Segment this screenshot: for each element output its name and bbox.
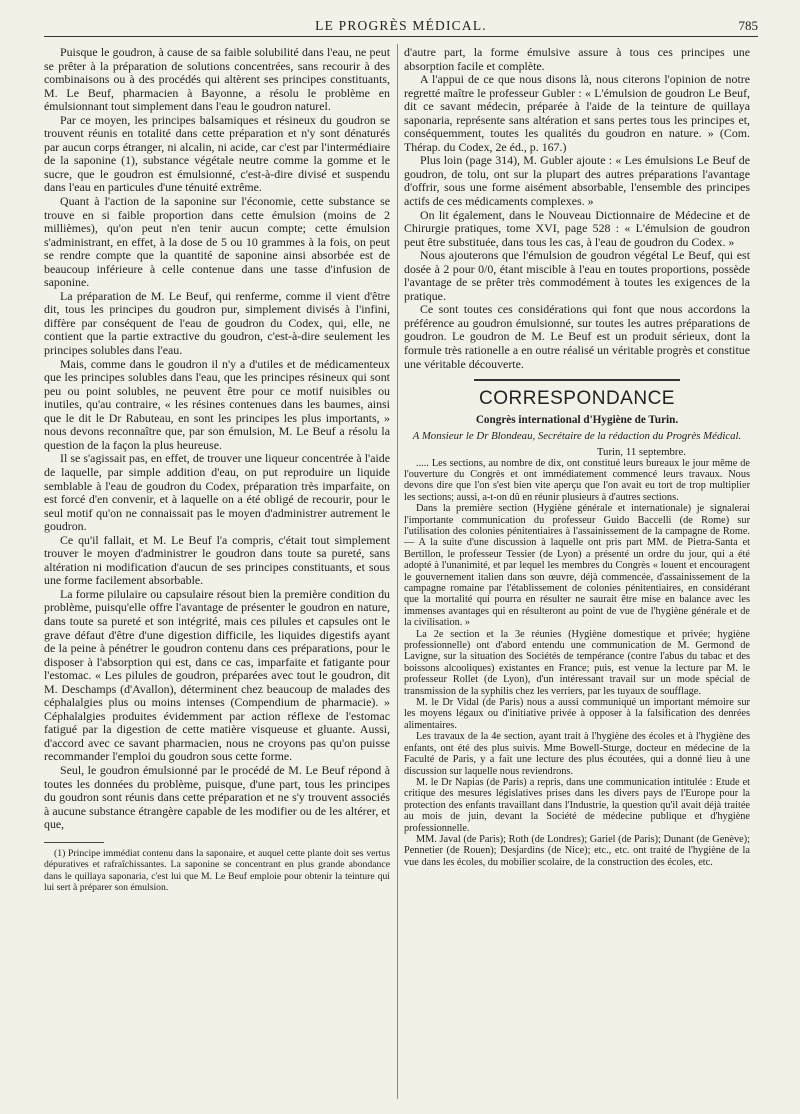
paragraph: Puisque le goudron, à cause de sa faible solubilité dans l'eau, ne peut se prêter à la préparation de solutions concentrées, sans recourir à des combinaisons ou à des procédés qui altèrent ses principes constituants, M. Le Beuf, pharmacien à Bayonne, a résolu le problème en émulsionnant tout simplement dans l'eau le goudron naturel. bbox=[44, 45, 390, 114]
paragraph: Ce qu'il fallait, et M. Le Beuf l'a compris, c'était tout simplement trouver le moyen d'administrer le goudron dans toute sa pureté, sans altération ni modification d'aucun de ses principes constituants, et sous une forme facilement absorbable. bbox=[44, 532, 390, 588]
paragraph: La forme pilulaire ou capsulaire résout bien la première condition du problème, puisqu'elle offre l'avantage de présenter le goudron en nature, dans toute sa pureté et son intégrité, mais ces pilules et capsules ont le grave défaut d'être d'une digestion difficile, les liquides digestifs ayant de la peine à pénétrer le goudron contenu dans ces préparations, pour le disposer à l'absorption qui est, dans ce cas, imparfaite et fatigante pour l'estomac. « Les pilules de goudron, préparées avec tout le goudron, dit M. Deschamps (d'Avallon), déterminent chez beaucoup de malades des céphalalgies plus ou moins intenses (Compendium de pharmacie). » Céphalalgies produites évidemment par action réflexe de l'estomac fatigué par la digestion de cette matière visqueuse et gluante. Aussi, d'accord avec ce savant pharmacien, nous ne croyons pas qu'on puisse recommander l'emploi du goudron sous cette forme. bbox=[44, 586, 390, 764]
paragraph: d'autre part, la forme émulsive assure à tous ces principes une absorption facile et complète. bbox=[404, 45, 750, 73]
right-column bbox=[404, 46, 750, 868]
paragraph: La préparation de M. Le Beuf, qui renferme, comme il vient d'être dit, tous les principes du goudron pur, simplement divisés à l'infini, diffère par conséquent de l'eau de goudron du Codex, qui, elle, ne contient que la partie extractive du goudron, c'est-à-dire seulement les principes solubles dans l'eau. bbox=[44, 288, 390, 358]
letter-paragraph: La 2e section et la 3e réunies (Hygiène domestique et privée; hygiène professionnelle) ont d'abord entendu une communication de M. Germond de Lavigne, sur la situation des Sociétés de tempérance (contre l'abus du tabac et des boissons alcooliques) existantes en France; puis, est venue la lecture par M. le professeur Rollet (de Lyon), d'un intéressant travail sur un mode spécial de transmission de la syphilis chez les verriers, par les tuyaux de soufflage. bbox=[404, 628, 750, 697]
paragraph: Plus loin (page 314), M. Gubler ajoute : « Les émulsions Le Beuf de goudron, de tolu, ont sur la plupart des autres préparations l'avantage d'offrir, sous une forme aisément absorbable, l'ensemble des principes actifs de ces médicaments complexes. » bbox=[404, 153, 750, 209]
paragraph: Nous ajouterons que l'émulsion de goudron végétal Le Beuf, qui est dosée à 2 pour 0/0, étant miscible à l'eau en toutes proportions, possède l'avantage de se prêter très commodément à toutes les exigences de la pratique. bbox=[404, 248, 750, 303]
paragraph: Ce sont toutes ces considérations qui font que nous accordons la préférence au goudron émulsionné, sur toutes les autres préparations de goudron. Le goudron de M. Le Beuf est un produit sérieux, dont la formule très rationelle a en outre réalisé un véritable progrès et constitue une véritable découverte. bbox=[404, 302, 750, 371]
paragraph: A l'appui de ce que nous disons là, nous citerons l'opinion de notre regretté maître le professeur Gubler : « L'émulsion de goudron Le Beuf, dit ce savant médecin, préparée à l'aide de la teinture de quillaya saponaria, représente sans altération et sans pertes tous les principes et, conséquemment, toutes les qualités du goudron en nature. » (Com. Thérap. du Codex, 2e éd., p. 167.) bbox=[404, 72, 750, 154]
paragraph: Quant à l'action de la saponine sur l'économie, cette substance se trouve en si faible proportion dans cette émulsion (moins de 2 millièmes), qu'on peut n'en tenir aucun compte; cette émulsion s'administrant, en effet, à la dose de 5 ou 10 grammes à la fois, on peut se rendre compte que la quantité de saponine ainsi absorbée est de beaucoup inférieure à celle contenue dans une tasse d'infusion de saponine. bbox=[44, 194, 390, 290]
letter-address: A Monsieur le Dr Blondeau, Secrétaire de la rédaction du Progrès Médical. bbox=[412, 430, 742, 443]
paragraph: On lit également, dans le Nouveau Dictionnaire de Médecine et de Chirurgie pratiques, tome XVI, page 528 : « L'émulsion de goudron peut être substituée, dans tous les cas, à l'eau de goudron du Codex. » bbox=[404, 207, 750, 249]
section-rule bbox=[474, 379, 680, 381]
paragraph: Seul, le goudron émulsionné par le procédé de M. Le Beuf répond à toutes les données du problème, puisque, d'une part, tous les principes du goudron sont réunis dans cette préparation et ne s'y trouvent associés à aucune substance étrangère capable de les modifier ou de les altérer, et que, bbox=[44, 762, 390, 832]
letter-paragraph: ..... Les sections, au nombre de dix, ont constitué leurs bureaux le jour même de l'ouverture du Congrès et ont immédiatement commencé leurs travaux. Nous devons dire que l'on s'est bien vite aperçu que l'on avait eu tort de trop multiplier les sections; aussi, a-t-on dû en réunir plusieurs à d'autres sections. bbox=[404, 457, 750, 503]
section-subtitle: Congrès international d'Hygiène de Turin. bbox=[475, 414, 679, 427]
column-divider bbox=[397, 44, 398, 1099]
footnote: (1) Principe immédiat contenu dans la saponaire, et auquel cette plante doit ses vertus dépuratives et rafraîchissantes. La saponine se concentrant en plus grande abondance dans le quillaya saponaria, c'est lui que M. Le Beuf emploie pour obtenir la teinture qui lui sert à préparer son émulsion. bbox=[44, 847, 390, 893]
letter-paragraph: M. le Dr Vidal (de Paris) nous a aussi communiqué un important mémoire sur les moyens légaux ou d'initiative privée à opposer à la falsification des denrées alimentaires. bbox=[404, 697, 750, 731]
letter-paragraph: Les travaux de la 4e section, ayant trait à l'hygiène des écoles et à l'hygiène des enfants, ont été des plus suivis. Mme Bowell-Sturge, docteur en médecine de la Faculté de Paris, y a fait une lecture des plus écoutées, qui a donné lieu à une discussion sur laquelle nous reviendrons. bbox=[404, 731, 750, 777]
section-title: CORRESPONDANCE bbox=[479, 388, 675, 410]
left-column bbox=[44, 46, 390, 893]
letter-paragraph: Dans la première section (Hygiène générale et internationale) je signalerai l'importante communication du professeur Guido Baccelli (de Rome) sur l'utilisation des colonies pénitentiaires à l'assainissement de la campagne de Rome. — A la suite d'une discussion à laquelle ont pris part MM. de Pietra-Santa et Bertillon, le professeur Tessier (de Lyon) a présenté un ordre du jour, qui a été adopté à l'unanimité, et par lequel les membres du Congrès « louent et encouragent le gouvernement italien dans son œuvre, déjà commencée, d'assainissement de la campagne romaine par l'établissement de colonies pénitentiaires, en considérant que la mortalité qui pourra en résulter ne saurait être mise en balance avec les immenses avantages qui en résulteront au point de vue de l'hygiène générale et de la civilisation. » bbox=[404, 503, 750, 629]
page-header bbox=[44, 16, 758, 37]
letter-paragraph: MM. Javal (de Paris); Roth (de Londres); Gariel (de Paris); Dunant (de Genève); Pennetier (de Rouen); Desjardins (de Nice); etc., etc. ont traité de l'hygiène de la vue dans les écoles, du mobilier scolaire, de la construction des écoles, etc. bbox=[404, 833, 750, 868]
letter-paragraph: M. le Dr Napias (de Paris) a repris, dans une communication intitulée : Etude et critique des mesures législatives prises dans les divers pays de l'Europe pour la protection des enfants travaillant dans l'Industrie, la question qu'il avait déjà traitée au mois de juin, devant la Société de médecine publique et d'hygiène professionnelle. bbox=[404, 776, 750, 834]
page-number: 785 bbox=[738, 18, 758, 33]
paragraph: Par ce moyen, les principes balsamiques et résineux du goudron se trouvent réunis en totalité dans cette préparation et n'y sont dénaturés par aucun corps étranger, ni alcalin, ni acide, car c'est par l'intermédiaire de la saponine (1), substance végétale neutre comme la gomme et le sucre, que le goudron est émulsionné, c'est-à-dire divisé et suspendu dans l'eau en particules d'une ténuité extrême. bbox=[44, 112, 390, 195]
paragraph: Mais, comme dans le goudron il n'y a d'utiles et de médicamenteux que les principes solubles dans l'eau, que les principes résineux qui sont peu ou point solubles, ne peuvent être pour ce motif nuisibles ou inutiles, qu'au contraire, « les résines contenues dans les baumes, ainsi que le dit le Dr Rabuteau, en sont les principes les plus importants, » nous devons reconnaître que, par son émulsion, M. Le Beuf a résolu la question de la façon la plus heureuse. bbox=[44, 356, 390, 452]
letter-dateline: Turin, 11 septembre. bbox=[596, 445, 686, 458]
paragraph: Il se s'agissait pas, en effet, de trouver une liqueur concentrée à l'aide de laquelle, par simple addition d'eau, on put reproduire un liquide semblable à l'eau de goudron du Codex, préparation très imparfaite, on est forcé d'en convenir, et à laquelle on a été obligé de recourir, pour le seul motif qu'on ne connaissait pas le moyen d'administrer autrement le goudron. bbox=[44, 451, 390, 534]
footnote-rule bbox=[44, 842, 104, 843]
journal-title: LE PROGRÈS MÉDICAL. bbox=[315, 18, 487, 33]
